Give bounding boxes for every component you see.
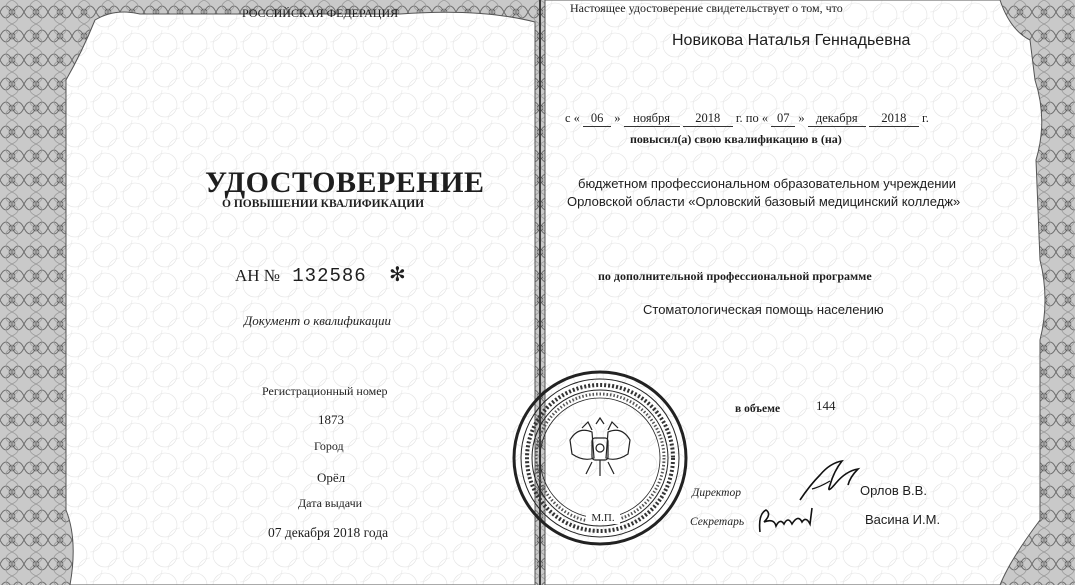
period-quote-1: »	[614, 111, 621, 125]
stamp-mp-label: М.П.	[591, 512, 615, 524]
city-label: Город	[314, 439, 344, 453]
series-label: АН №	[235, 266, 281, 285]
certificate-number: 132586	[292, 265, 367, 287]
document-subtitle: О ПОВЫШЕНИИ КВАЛИФИКАЦИИ	[222, 198, 425, 210]
program-name: Стоматологическая помощь населению	[643, 302, 884, 317]
training-period	[565, 111, 929, 127]
volume-value: 144	[816, 398, 836, 413]
period-from-month: ноября	[624, 111, 680, 127]
period-to-day: 07	[771, 111, 795, 127]
secretary-name: Васина И.М.	[865, 512, 941, 527]
holder-name: Новикова Наталья Геннадьевна	[672, 32, 911, 49]
series-number	[235, 262, 406, 287]
secretary-label: Секретарь	[690, 516, 745, 528]
city-value: Орёл	[317, 470, 346, 485]
volume-label: в объеме	[735, 403, 781, 415]
period-mid: г. по «	[735, 111, 769, 125]
director-label: Директор	[692, 487, 741, 499]
period-from-year: 2018	[683, 111, 733, 127]
qualification-raised: повысил(а) свою квалификацию в (на)	[630, 132, 842, 146]
issue-date-value: 07 декабря 2018 года	[268, 525, 389, 540]
period-to-year: 2018	[869, 111, 919, 127]
period-quote-2: »	[798, 111, 805, 125]
organization-line-2: Орловской области «Орловский базовый медицинский колледж»	[567, 194, 961, 209]
period-from-day: 06	[583, 111, 611, 127]
intro-line: Настоящее удостоверение свидетельствует о том, что	[570, 1, 843, 15]
period-from-prefix: с «	[565, 111, 580, 125]
program-label: по дополнительной профессиональной программе	[598, 269, 872, 283]
asterisk-mark: ✻	[388, 264, 406, 286]
period-to-month: декабря	[808, 111, 866, 127]
registration-number: 1873	[318, 412, 344, 427]
registration-label: Регистрационный номер	[262, 384, 388, 398]
secretary-signature-icon	[750, 500, 830, 540]
country-heading: РОССИЙСКАЯ ФЕДЕРАЦИЯ	[242, 6, 399, 20]
document-type: Документ о квалификации	[244, 313, 391, 328]
document-title: УДОСТОВЕРЕНИЕ	[205, 166, 485, 199]
period-year-suffix: г.	[921, 111, 929, 125]
director-name: Орлов В.В.	[860, 483, 927, 498]
organization-line-1: бюджетном профессиональном образовательном учреждении	[578, 176, 957, 191]
issue-date-label: Дата выдачи	[298, 496, 363, 510]
director-signature-icon	[790, 455, 870, 505]
seal-emblem-icon	[510, 368, 690, 548]
